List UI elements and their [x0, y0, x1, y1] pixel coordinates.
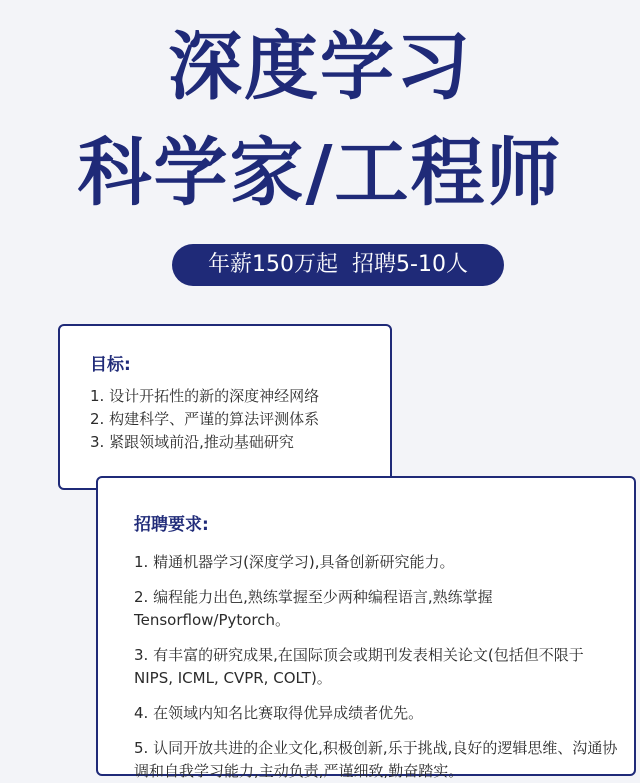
- goal-item: 2. 构建科学、严谨的算法评测体系: [90, 410, 320, 428]
- salary-banner: [172, 244, 504, 286]
- goal-item: 3. 紧跟领域前沿,推动基础研究: [90, 433, 294, 451]
- headline-line-1: 深度学习: [168, 24, 472, 110]
- requirements-title: 招聘要求:: [134, 515, 209, 535]
- requirement-item: 4. 在领域内知名比赛取得优异成绩者优先。: [134, 704, 424, 722]
- requirement-item: 5. 认同开放共进的企业文化,积极创新,乐于挑战,良好的逻辑思维、沟通协调和自我学习能力,主动负责,严谨细致,勤奋踏实。: [134, 739, 618, 780]
- salary-text: 年薪150万起: [208, 252, 339, 277]
- goal-item: 1. 设计开拓性的新的深度神经网络: [90, 387, 320, 405]
- requirement-item: 1. 精通机器学习(深度学习),具备创新研究能力。: [134, 553, 455, 571]
- goals-card: [58, 324, 392, 490]
- requirement-item: 3. 有丰富的研究成果,在国际顶会或期刊发表相关论文(包括但不限于 NIPS, ICML, CVPR, COLT)。: [134, 646, 584, 687]
- goals-title: 目标:: [90, 355, 131, 375]
- headline-line-2: 科学家/工程师: [77, 130, 563, 216]
- requirements-card: [96, 476, 636, 780]
- requirement-item: 2. 编程能力出色,熟练掌握至少两种编程语言,熟练掌握Tensorflow/Pytorch。: [134, 588, 493, 629]
- hiring-count-text: 招聘5-10人: [352, 252, 468, 277]
